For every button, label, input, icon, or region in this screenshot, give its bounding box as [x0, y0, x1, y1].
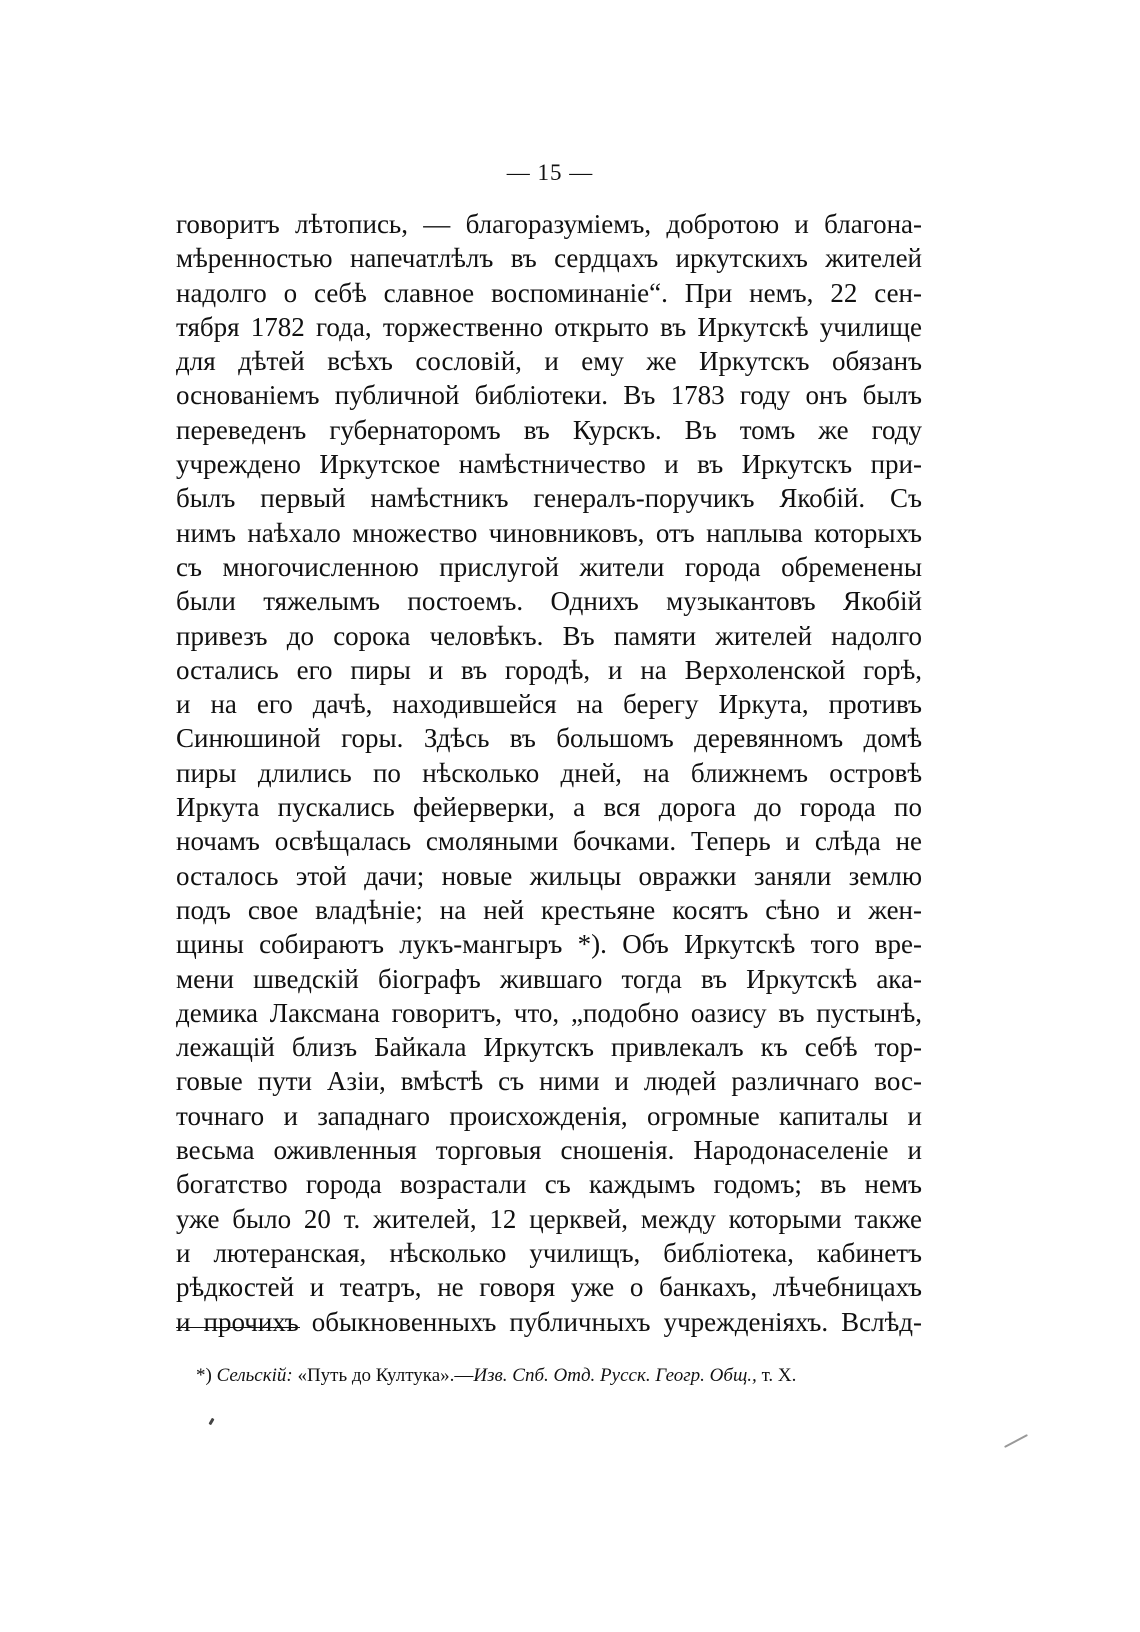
- text-line: былъ первый намѣстникъ генералъ-поручикъ Якобій. Съ: [176, 483, 922, 514]
- text-line: Иркута пускались фейерверки, а вся дорога до города по: [176, 792, 922, 823]
- footnote-source: Изв. Спб. Отд. Русск. Геогр. Общ.,: [473, 1365, 757, 1386]
- scan-speck: [1004, 1434, 1028, 1448]
- footnote-volume: т. X.: [761, 1365, 797, 1386]
- text-line: мени шведскій біографъ жившаго тогда въ Иркутскѣ ака-: [176, 963, 922, 994]
- text-line: точнаго и западнаго происхожденія, огромные капиталы и: [176, 1100, 922, 1131]
- text-line: осталось этой дачи; новые жильцы овражки заняли землю: [176, 860, 922, 891]
- text-line: и лютеранская, нѣсколько училищъ, библіотека, кабинетъ: [176, 1237, 922, 1268]
- scan-speck: [208, 1418, 214, 1426]
- text-line: мѣренностью напечатлѣлъ въ сердцахъ иркутскихъ жителей: [176, 243, 922, 274]
- text-line: Синюшиной горы. Здѣсь въ большомъ деревянномъ домѣ: [176, 723, 922, 754]
- footnote-marker: *): [196, 1365, 212, 1386]
- text-line: говые пути Азіи, вмѣстѣ съ ними и людей различнаго вос-: [176, 1066, 922, 1097]
- text-line: подъ свое владѣніе; на ней крестьяне косятъ сѣно и жен-: [176, 894, 922, 925]
- text-line: богатство города возрастали съ каждымъ годомъ; въ немъ: [176, 1169, 922, 1200]
- footnote-divider: [176, 1327, 300, 1328]
- text-line: учреждено Иркутское намѣстничество и въ Иркутскъ при-: [176, 449, 922, 480]
- text-line: и на его дачѣ, находившейся на берегу Иркута, противъ: [176, 689, 922, 720]
- text-line: надолго о себѣ славное воспоминаніе“. При немъ, 22 сен-: [176, 277, 922, 308]
- footnote-author: Сельскій:: [216, 1365, 293, 1386]
- text-line: ночамъ освѣщалась смоляными бочками. Теперь и слѣда не: [176, 826, 922, 857]
- text-line: и прочихъ обыкновенныхъ публичныхъ учрежденіяхъ. Вслѣд-: [176, 1306, 922, 1337]
- text-line: тября 1782 года, торжественно открыто въ Иркутскѣ училище: [176, 311, 922, 342]
- text-line: лежащій близъ Байкала Иркутскъ привлекалъ къ себѣ тор-: [176, 1032, 922, 1063]
- text-line: остались его пиры и въ городѣ, и на Верхоленской горѣ,: [176, 654, 922, 685]
- footnote: [196, 1363, 936, 1389]
- text-line: рѣдкостей и театръ, не говоря уже о банкахъ, лѣчебницахъ: [176, 1272, 922, 1303]
- text-line: съ многочисленною прислугой жители города обременены: [176, 551, 922, 582]
- text-line: говоритъ лѣтопись, — благоразуміемъ, добротою и благона-: [176, 209, 922, 239]
- text-line: демика Лаксмана говоритъ, что, „подобно оазису въ пустынѣ,: [176, 997, 922, 1028]
- text-line: пиры длились по нѣсколько дней, на ближнемъ островѣ: [176, 757, 922, 788]
- text-line: уже было 20 т. жителей, 12 церквей, между которыми также: [176, 1203, 922, 1234]
- text-line: переведенъ губернаторомъ въ Курскъ. Въ томъ же году: [176, 414, 922, 445]
- text-line: основаніемъ публичной библіотеки. Въ 1783 году онъ былъ: [176, 380, 922, 411]
- text-line: весьма оживленныя торговыя сношенія. Народонаселеніе и: [176, 1135, 922, 1166]
- page-number: — 15 —: [506, 160, 594, 185]
- body-text: [176, 207, 922, 1339]
- text-line: были тяжелымъ постоемъ. Однихъ музыкантовъ Якобій: [176, 586, 922, 617]
- text-line: для дѣтей всѣхъ сословій, и ему же Иркутскъ обязанъ: [176, 346, 922, 377]
- footnote-title: «Путь до Култука».—: [297, 1365, 474, 1386]
- text-line: щины собираютъ лукъ-мангыръ *). Объ Иркутскѣ того вре-: [176, 929, 922, 960]
- text-line: привезъ до сорока человѣкъ. Въ памяти жителей надолго: [176, 620, 922, 651]
- text-line: нимъ наѣхало множество чиновниковъ, отъ наплыва которыхъ: [176, 517, 922, 548]
